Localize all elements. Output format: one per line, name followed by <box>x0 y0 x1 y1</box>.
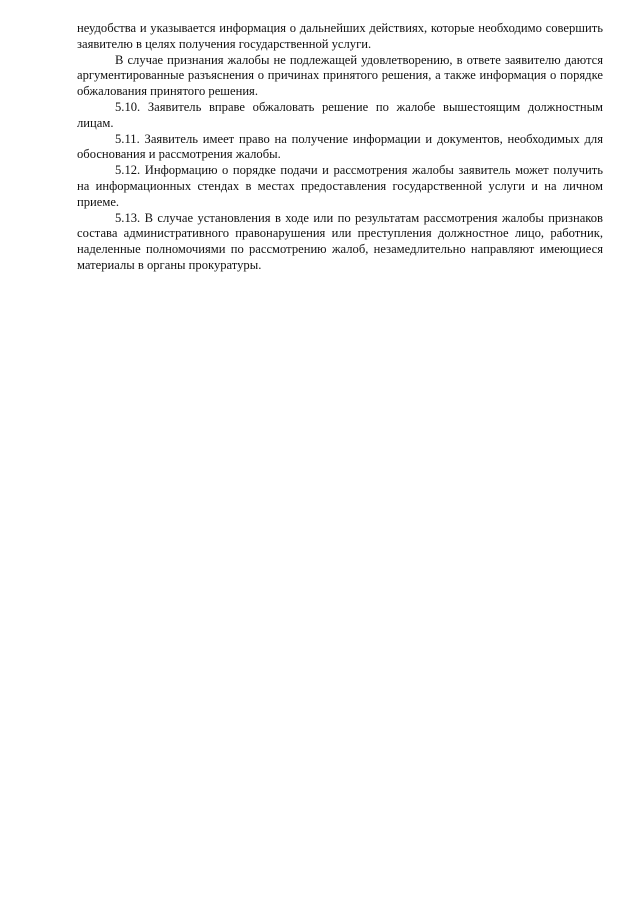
paragraph-5-12: 5.12. Информацию о порядке подачи и рассмотрения жалобы заявитель может получить на информационных стендах в местах предоставления государственной услуги и на личном приеме. <box>77 163 603 209</box>
paragraph-5-11: 5.11. Заявитель имеет право на получение информации и документов, необходимых для обоснования и рассмотрения жалобы. <box>77 131 603 162</box>
document-body <box>77 21 603 274</box>
paragraph-5-10: 5.10. Заявитель вправе обжаловать решение по жалобе вышестоящим должностным лицам. <box>77 99 603 130</box>
paragraph-5-13: 5.13. В случае установления в ходе или по результатам рассмотрения жалобы признаков состава административного правонарушения или преступления должностное лицо, работник, наделенные полномочиями по рассмотрению жалоб, незамедлительно направляют имеющиеся материалы в органы прокуратуры. <box>77 210 603 272</box>
paragraph-refusal-response: В случае признания жалобы не подлежащей удовлетворению, в ответе заявителю даются аргументированные разъяснения о причинах принятого решения, а также информация о порядке обжалования принятого решения. <box>77 52 603 99</box>
paragraph-continuation: неудобства и указывается информация о дальнейших действиях, которые необходимо совершить заявителю в целях получения государственной услуги. <box>77 21 603 51</box>
